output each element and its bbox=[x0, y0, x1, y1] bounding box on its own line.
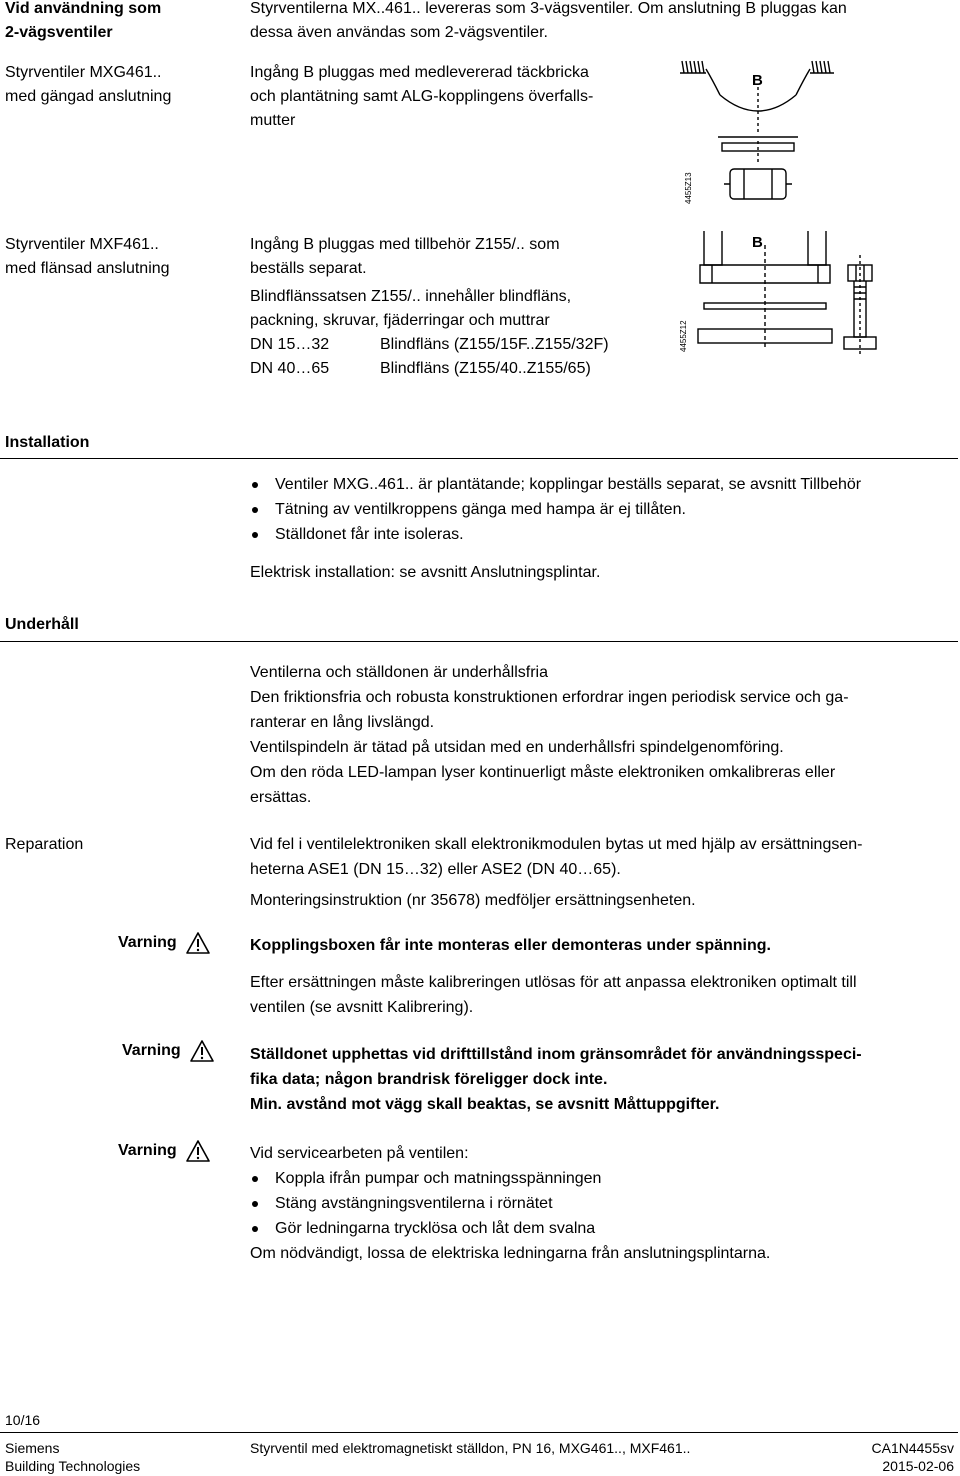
figure-letter-b: B bbox=[752, 72, 763, 89]
mxf-label-line2: med flänsad anslutning bbox=[5, 260, 170, 277]
footer-doc-number: CA1N4455sv bbox=[871, 1440, 954, 1456]
list-item: Tätning av ventilkroppens gänga med hampa är ej tillåten. bbox=[250, 497, 861, 522]
section-heading-line2: 2-vägsventiler bbox=[5, 24, 113, 41]
service-steps-list bbox=[250, 1166, 601, 1241]
intro-line1: Styrventilerna MX..461.. levereras som 3-vägsventiler. Om anslutning B pluggas kan bbox=[250, 0, 847, 17]
warning-text: Varning bbox=[122, 1042, 181, 1059]
mxf-text-line2: beställs separat. bbox=[250, 260, 367, 277]
underhall-line1: Ventilerna och ställdonen är underhållsfria bbox=[250, 664, 548, 681]
mxf-text-line4: packning, skruvar, fjäderringar och muttrar bbox=[250, 312, 550, 329]
warning-triangle-icon bbox=[189, 1039, 215, 1063]
warning-text: Varning bbox=[118, 1142, 177, 1159]
warning-3-outro: Om nödvändigt, lossa de elektriska ledningarna från anslutningsplintarna. bbox=[250, 1245, 771, 1262]
mxg-text-line1: Ingång B pluggas med medlevererad täckbricka bbox=[250, 64, 589, 81]
warning-label-2 bbox=[122, 1038, 215, 1063]
dn-row-1-size: DN 15…32 bbox=[250, 336, 330, 353]
mxf-figure-code: 4455Z12 bbox=[679, 320, 688, 352]
list-item: Stäng avstängningsventilerna i rörnätet bbox=[250, 1191, 601, 1216]
footer-date: 2015-02-06 bbox=[882, 1458, 954, 1474]
warning-2-line1: Ställdonet upphettas vid drifttillstånd inom gränsområdet för användningsspeci- bbox=[250, 1046, 862, 1063]
warning-triangle-icon bbox=[185, 1139, 211, 1163]
underhall-line4: Ventilspindeln är tätad på utsidan med en underhållsfri spindelgenomföring. bbox=[250, 739, 784, 756]
warning-1-line2: ventilen (se avsnitt Kalibrering). bbox=[250, 999, 474, 1016]
section-heading-line1: Vid användning som bbox=[5, 0, 162, 17]
warning-1-line1: Efter ersättningen måste kalibreringen utlösas för att anpassa elektroniken optimalt till bbox=[250, 974, 857, 991]
reparation-line1: Vid fel i ventilelektroniken skall elektronikmodulen bytas ut med hjälp av ersättningsen- bbox=[250, 836, 863, 853]
page-number: 10/16 bbox=[5, 1412, 41, 1428]
footer-title: Styrventil med elektromagnetiskt ställdon, PN 16, MXG461.., MXF461.. bbox=[250, 1440, 691, 1456]
mxg-label-line1: Styrventiler MXG461.. bbox=[5, 64, 162, 81]
list-item: Ställdonet får inte isoleras. bbox=[250, 522, 861, 547]
underhall-heading: Underhåll bbox=[5, 616, 79, 633]
reparation-line2: heterna ASE1 (DN 15…32) eller ASE2 (DN 40…65). bbox=[250, 861, 621, 878]
installation-list bbox=[250, 472, 861, 547]
installation-heading: Installation bbox=[5, 434, 90, 451]
underhall-line6: ersättas. bbox=[250, 789, 312, 806]
mxg-text-line3: mutter bbox=[250, 112, 296, 129]
intro-line2: dessa även användas som 2-vägsventiler. bbox=[250, 24, 548, 41]
warning-2-line3: Min. avstånd mot vägg skall beaktas, se avsnitt Måttuppgifter. bbox=[250, 1096, 720, 1113]
reparation-instruction: Monteringsinstruktion (nr 35678) medföljer ersättningsenheten. bbox=[250, 892, 696, 909]
mxf-label-line1: Styrventiler MXF461.. bbox=[5, 236, 159, 253]
warning-3-intro: Vid servicearbeten på ventilen: bbox=[250, 1145, 469, 1162]
threaded-plug-figure bbox=[678, 55, 838, 205]
warning-label-1 bbox=[118, 930, 211, 955]
warning-text: Varning bbox=[118, 934, 177, 951]
footer-division: Building Technologies bbox=[5, 1458, 141, 1474]
mxg-text-line2: och plantätning samt ALG-kopplingens överfalls- bbox=[250, 88, 594, 105]
footer-company: Siemens bbox=[5, 1440, 60, 1456]
dn-row-2-flange: Blindfläns (Z155/40..Z155/65) bbox=[380, 360, 591, 377]
mxg-label-line2: med gängad anslutning bbox=[5, 88, 172, 105]
underhall-line5: Om den röda LED-lampan lyser kontinuerligt måste elektroniken omkalibreras eller bbox=[250, 764, 836, 781]
blind-flange-figure bbox=[690, 225, 890, 360]
installation-rule bbox=[0, 458, 958, 459]
warning-label-3 bbox=[118, 1138, 211, 1163]
list-item: Gör ledningarna trycklösa och låt dem svalna bbox=[250, 1216, 601, 1241]
underhall-line3: ranterar en lång livslängd. bbox=[250, 714, 435, 731]
underhall-rule bbox=[0, 641, 958, 642]
dn-row-1-flange: Blindfläns (Z155/15F..Z155/32F) bbox=[380, 336, 609, 353]
warning-triangle-icon bbox=[185, 931, 211, 955]
installation-note: Elektrisk installation: se avsnitt Anslutningsplintar. bbox=[250, 564, 601, 581]
figure-letter-b: B bbox=[752, 234, 763, 251]
warning-1-bold: Kopplingsboxen får inte monteras eller demonteras under spänning. bbox=[250, 937, 771, 954]
warning-2-line2: fika data; någon brandrisk föreligger dock inte. bbox=[250, 1071, 608, 1088]
reparation-label: Reparation bbox=[5, 836, 84, 853]
dn-row-2-size: DN 40…65 bbox=[250, 360, 330, 377]
underhall-line2: Den friktionsfria och robusta konstruktionen erfordrar ingen periodisk service och ga- bbox=[250, 689, 849, 706]
list-item: Koppla ifrån pumpar och matningsspänningen bbox=[250, 1166, 601, 1191]
footer-rule bbox=[0, 1432, 958, 1433]
list-item: Ventiler MXG..461.. är plantätande; kopplingar beställs separat, se avsnitt Tillbehör bbox=[250, 472, 861, 497]
mxf-text-line1: Ingång B pluggas med tillbehör Z155/.. som bbox=[250, 236, 560, 253]
mxf-text-line3: Blindflänssatsen Z155/.. innehåller blindfläns, bbox=[250, 288, 572, 305]
mxg-figure-code: 4455Z13 bbox=[684, 172, 693, 204]
